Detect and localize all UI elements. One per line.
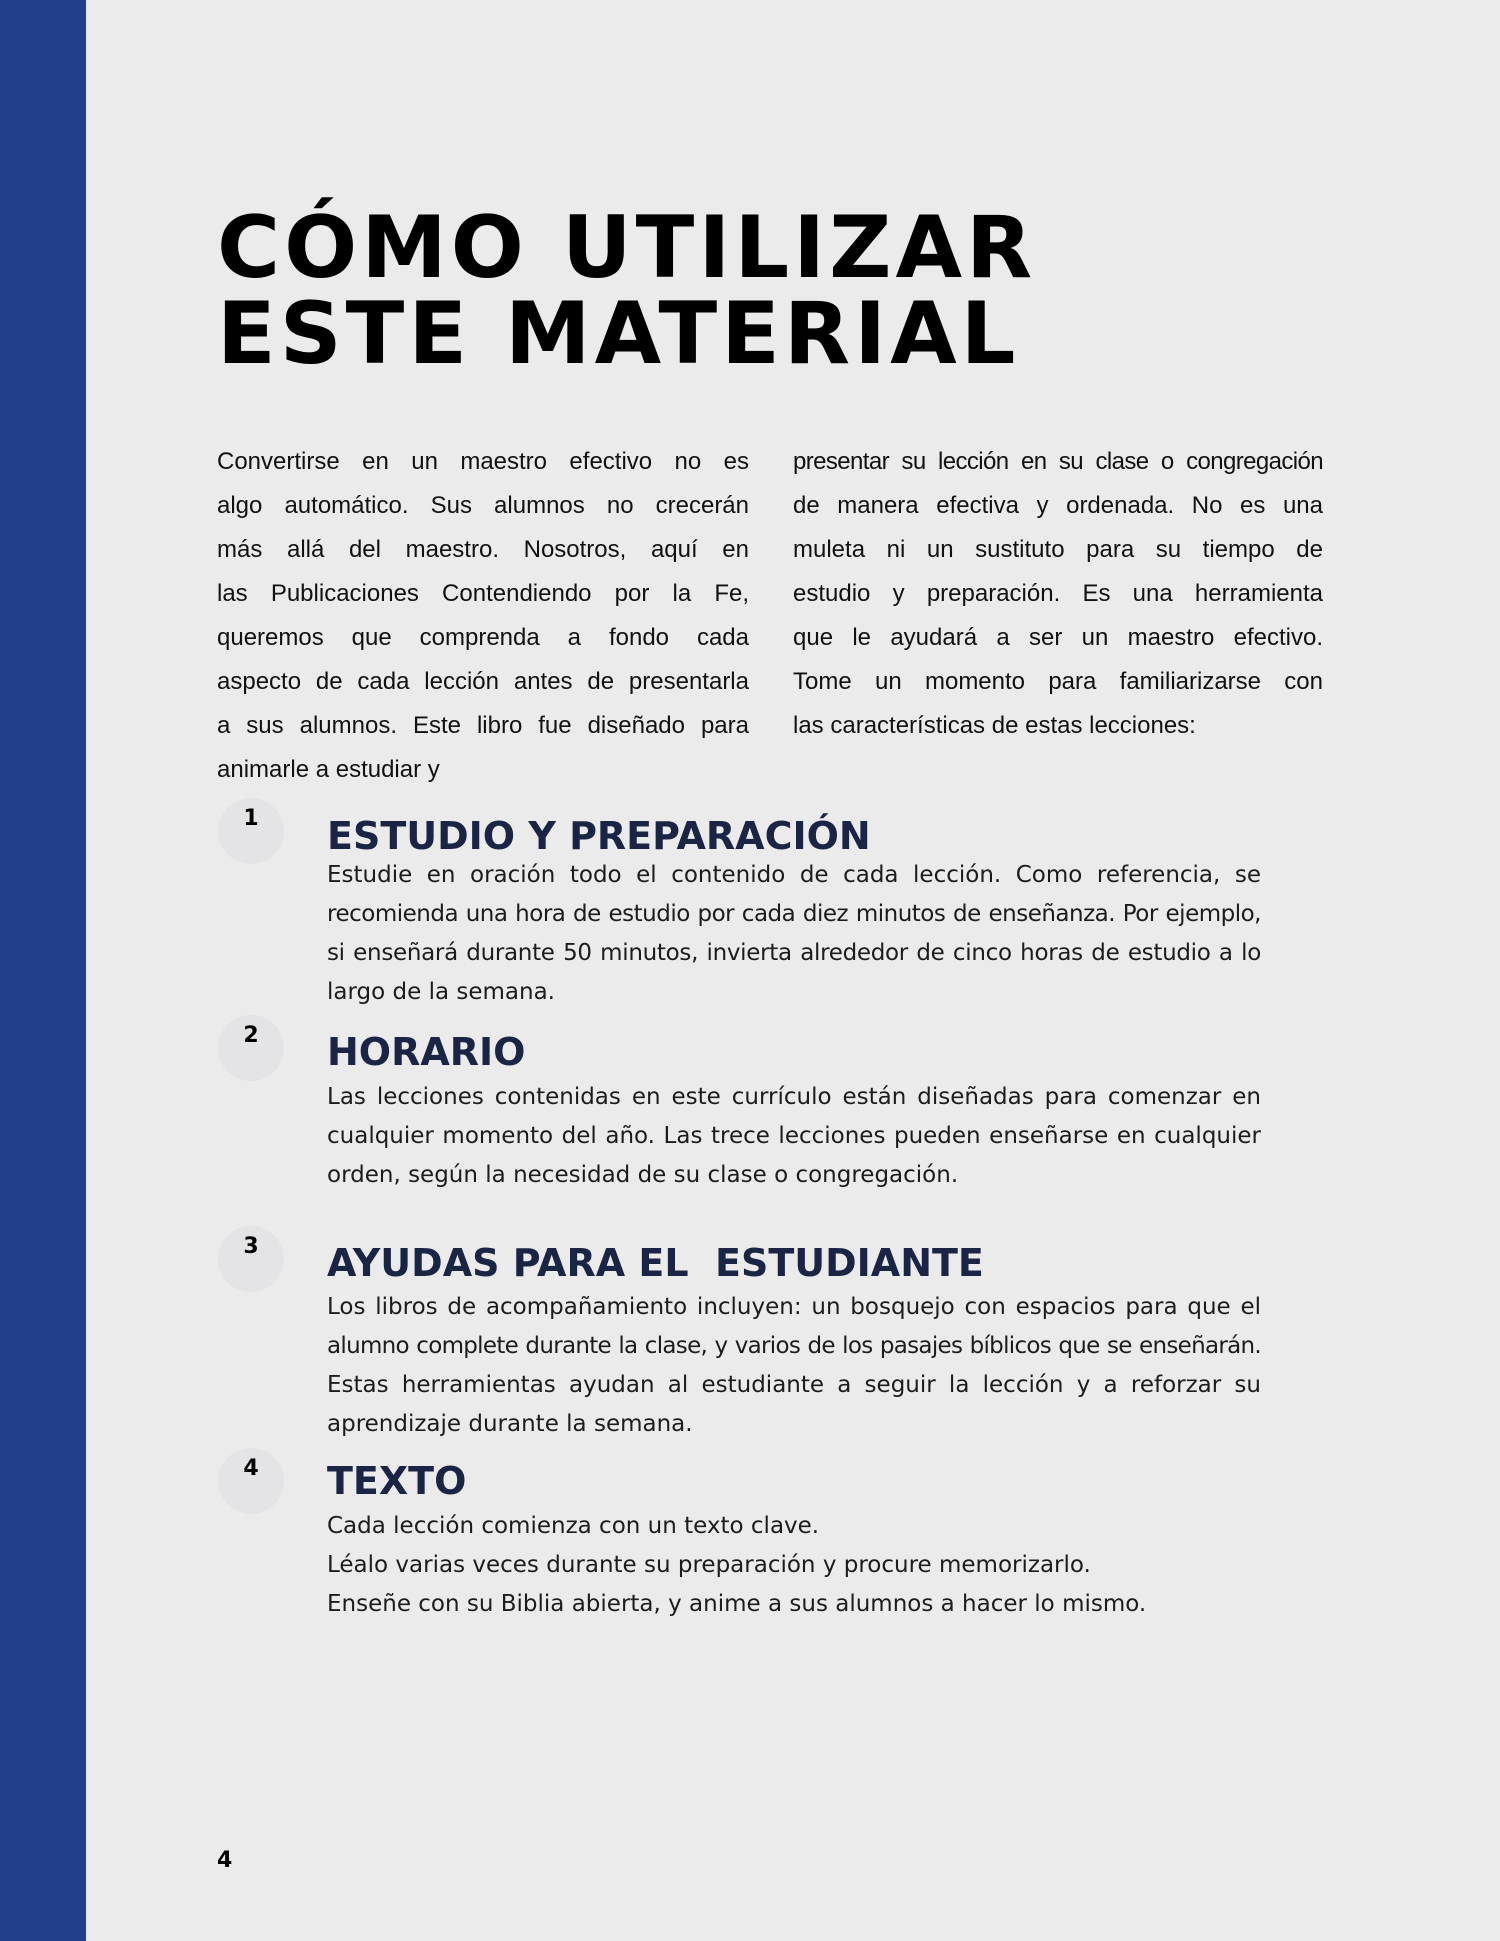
intro-line: Tome un momento para familiarizarse con <box>793 668 1323 695</box>
section-title: TEXTO <box>327 1459 467 1503</box>
section-body <box>327 1507 1261 1624</box>
intro-column-2 <box>793 440 1323 748</box>
intro-line: aspecto de cada lección antes de presentarla <box>217 668 749 695</box>
intro-line: muleta ni un sustituto para su tiempo de <box>793 536 1323 563</box>
section-line: alumno complete durante la clase, y varios de los pasajes bíblicos que se enseñarán. <box>327 1333 1261 1359</box>
section-line: recomienda una hora de estudio por cada diez minutos de enseñanza. Por ejemplo, <box>327 901 1261 927</box>
intro-line: algo automático. Sus alumnos no crecerán <box>217 492 749 519</box>
intro-line: más allá del maestro. Nosotros, aquí en <box>217 536 749 563</box>
section-title: AYUDAS PARA EL ESTUDIANTE <box>327 1241 984 1285</box>
intro-line: las características de estas lecciones: <box>793 712 1196 739</box>
section-line: largo de la semana. <box>327 979 555 1005</box>
section-line: aprendizaje durante la semana. <box>327 1411 693 1437</box>
section-number: 4 <box>243 1456 259 1481</box>
page-number: 4 <box>217 1848 233 1873</box>
section-line: Léalo varias veces durante su preparación y procure memorizarlo. <box>327 1552 1091 1578</box>
section-line: Los libros de acompañamiento incluyen: un bosquejo con espacios para que el <box>327 1294 1261 1320</box>
section-number: 1 <box>243 806 259 831</box>
intro-line: presentar su lección en su clase o congregación <box>793 448 1323 475</box>
section-number-badge <box>218 798 284 864</box>
intro-line: Convertirse en un maestro efectivo no es <box>217 448 749 475</box>
intro-line: que le ayudará a ser un maestro efectivo. <box>793 624 1323 651</box>
intro-line: de manera efectiva y ordenada. No es una <box>793 492 1323 519</box>
section-line: Estas herramientas ayudan al estudiante a seguir la lección y a reforzar su <box>327 1372 1261 1398</box>
section-line: Estudie en oración todo el contenido de cada lección. Como referencia, se <box>327 862 1261 888</box>
section-title: HORARIO <box>327 1030 526 1074</box>
section-line: Las lecciones contenidas en este currículo están diseñadas para comenzar en <box>327 1084 1261 1110</box>
section-body <box>327 856 1261 1012</box>
intro-line: a sus alumnos. Este libro fue diseñado para <box>217 712 749 739</box>
section-number-badge <box>218 1015 284 1081</box>
section-title: ESTUDIO Y PREPARACIÓN <box>327 814 871 858</box>
page-title <box>217 198 1037 384</box>
intro-column-1 <box>217 440 749 792</box>
section-body <box>327 1078 1261 1195</box>
section-line: cualquier momento del año. Las trece lecciones pueden enseñarse en cualquier <box>327 1123 1261 1149</box>
side-accent-bar <box>0 0 86 1941</box>
section-number-badge <box>218 1448 284 1514</box>
section-line: si enseñará durante 50 minutos, invierta alrededor de cinco horas de estudio a lo <box>327 940 1261 966</box>
section-number: 3 <box>243 1234 259 1259</box>
intro-line: queremos que comprenda a fondo cada <box>217 624 749 651</box>
section-line: Enseñe con su Biblia abierta, y anime a sus alumnos a hacer lo mismo. <box>327 1591 1147 1617</box>
section-number-badge <box>218 1226 284 1292</box>
section-body <box>327 1288 1261 1444</box>
intro-line: animarle a estudiar y <box>217 756 440 783</box>
section-line: Cada lección comienza con un texto clave. <box>327 1513 820 1539</box>
page-title-line-1: CÓMO UTILIZAR <box>217 198 1037 298</box>
page-title-line-2: ESTE MATERIAL <box>217 284 1020 384</box>
section-number: 2 <box>243 1023 259 1048</box>
intro-line: las Publicaciones Contendiendo por la Fe, <box>217 580 749 607</box>
intro-line: estudio y preparación. Es una herramienta <box>793 580 1323 607</box>
section-line: orden, según la necesidad de su clase o congregación. <box>327 1162 959 1188</box>
